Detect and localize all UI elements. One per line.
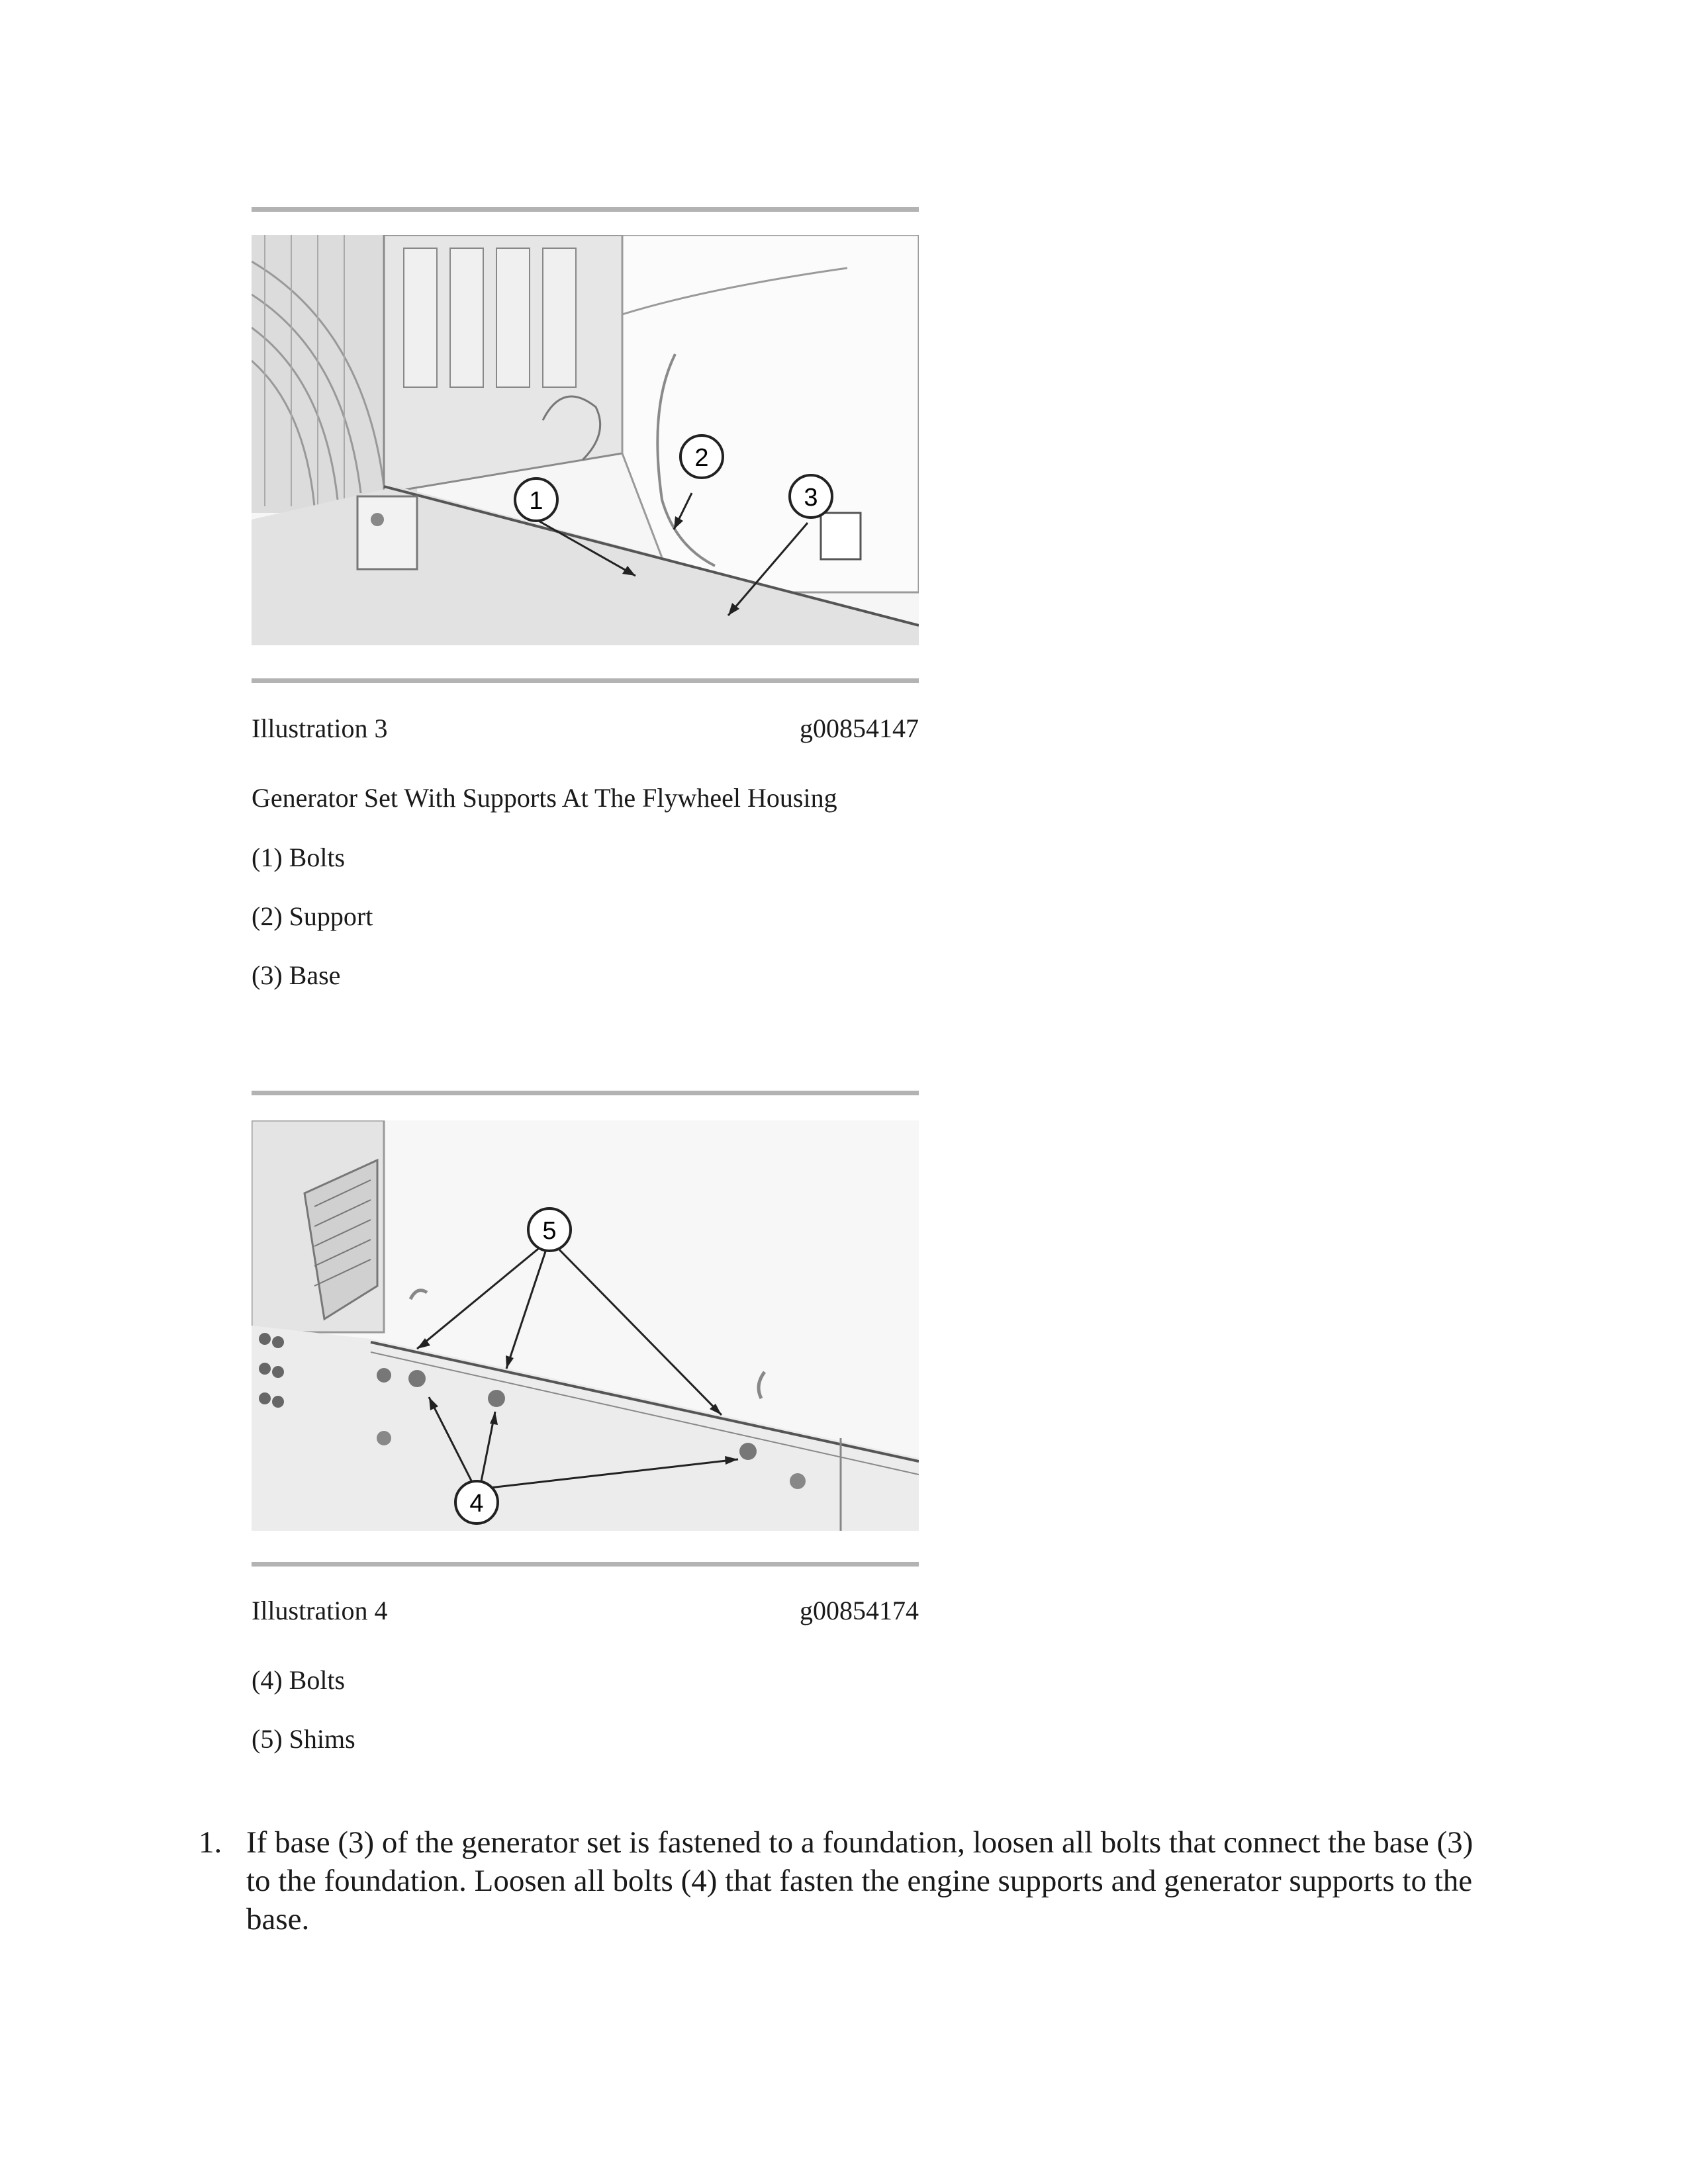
figure4-caption-label: Illustration 4 bbox=[252, 1596, 388, 1625]
callout-1: 1 bbox=[529, 487, 543, 515]
figure3-top-rule bbox=[252, 207, 919, 212]
generator-graphic bbox=[622, 235, 919, 592]
figure4-legend-item: (4) Bolts bbox=[252, 1665, 346, 1695]
figure3-legend-item: (2) Support bbox=[252, 901, 373, 931]
figure3-bottom-rule bbox=[252, 678, 919, 683]
figure3-title: Generator Set With Supports At The Flywheel Housing bbox=[252, 783, 837, 813]
figure3-caption-id: g00854147 bbox=[800, 713, 919, 743]
figure4-caption-id: g00854174 bbox=[800, 1596, 919, 1625]
figure3-photo bbox=[252, 235, 919, 645]
figure3-legend-item: (3) Base bbox=[252, 960, 341, 990]
callout-5: 5 bbox=[542, 1217, 557, 1245]
grille-graphic bbox=[252, 1120, 384, 1332]
figure3-legend-item: (1) Bolts bbox=[252, 842, 346, 872]
step-text: If base (3) of the generator set is fastened to a foundation, loosen all bolts that connect the base (3) to the foundation. Loosen all bolts (4) that fasten the engine supports and generator supports to the base. bbox=[246, 1825, 1474, 1936]
figure3-caption-label: Illustration 3 bbox=[252, 713, 388, 743]
callout-3: 3 bbox=[804, 484, 818, 512]
figure4-photo bbox=[252, 1120, 919, 1531]
callout-4: 4 bbox=[469, 1490, 484, 1518]
figure4-legend-item: (5) Shims bbox=[252, 1724, 355, 1754]
step-number: 1. bbox=[199, 1825, 222, 1860]
figure4-top-rule bbox=[252, 1091, 919, 1095]
callout-2: 2 bbox=[694, 444, 709, 472]
figure4-bottom-rule bbox=[252, 1562, 919, 1567]
engine-block-graphic bbox=[384, 235, 622, 493]
